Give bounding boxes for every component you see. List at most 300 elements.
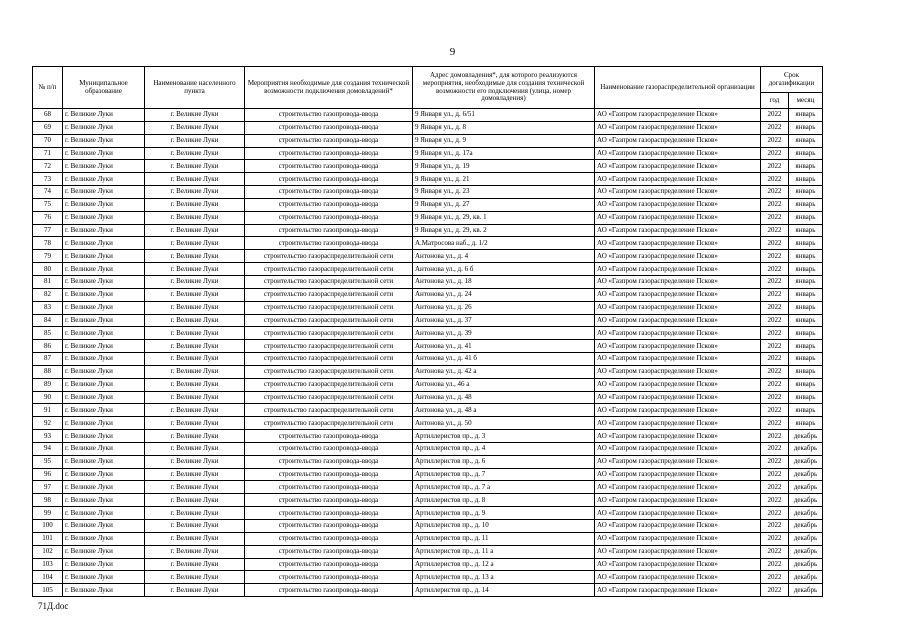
cell-measure: строительство газораспределительной сети — [245, 250, 413, 263]
table-row — [33, 301, 823, 314]
table-row — [33, 455, 823, 468]
cell-month: декабрь — [789, 494, 823, 507]
cell-num: 69 — [33, 121, 63, 134]
table-row — [33, 250, 823, 263]
cell-municipality: г. Великие Луки — [63, 391, 145, 404]
cell-num: 88 — [33, 365, 63, 378]
cell-organization: АО «Газпром газораспределение Псков» — [595, 520, 761, 533]
cell-month: январь — [789, 224, 823, 237]
cell-organization: АО «Газпром газораспределение Псков» — [595, 224, 761, 237]
table-row — [33, 442, 823, 455]
cell-municipality: г. Великие Луки — [63, 584, 145, 597]
cell-measure: строительство газопровода-ввода — [245, 160, 413, 173]
cell-num: 78 — [33, 237, 63, 250]
cell-address: Артиллеристов пр., д. 11 а — [413, 545, 595, 558]
cell-municipality: г. Великие Луки — [63, 211, 145, 224]
cell-year: 2022 — [761, 365, 789, 378]
cell-measure: строительство газораспределительной сети — [245, 314, 413, 327]
cell-measure: строительство газораспределительной сети — [245, 275, 413, 288]
cell-measure: строительство газопровода-ввода — [245, 481, 413, 494]
cell-year: 2022 — [761, 301, 789, 314]
cell-organization: АО «Газпром газораспределение Псков» — [595, 365, 761, 378]
cell-address: Артиллеристов пр., д. 10 — [413, 520, 595, 533]
table-row — [33, 494, 823, 507]
cell-address: 9 Января ул., д. 29, кв. 2 — [413, 224, 595, 237]
cell-municipality: г. Великие Луки — [63, 404, 145, 417]
cell-settlement: г. Великие Луки — [145, 365, 245, 378]
cell-municipality: г. Великие Луки — [63, 507, 145, 520]
cell-measure: строительство газопровода-ввода — [245, 507, 413, 520]
cell-settlement: г. Великие Луки — [145, 378, 245, 391]
cell-municipality: г. Великие Луки — [63, 160, 145, 173]
cell-organization: АО «Газпром газораспределение Псков» — [595, 340, 761, 353]
cell-measure: строительство газораспределительной сети — [245, 365, 413, 378]
cell-address: 9 Января ул., д. 8 — [413, 121, 595, 134]
cell-measure: строительство газопровода-ввода — [245, 545, 413, 558]
header-measures: Мероприятия необходимые для создания технической возможности подключения домовладений* — [245, 67, 413, 109]
cell-num: 94 — [33, 442, 63, 455]
cell-address: Артиллеристов пр., д. 9 — [413, 507, 595, 520]
cell-organization: АО «Газпром газораспределение Псков» — [595, 160, 761, 173]
cell-settlement: г. Великие Луки — [145, 147, 245, 160]
cell-measure: строительство газопровода-ввода — [245, 468, 413, 481]
cell-month: январь — [789, 211, 823, 224]
cell-address: 9 Января ул., д. 29, кв. 1 — [413, 211, 595, 224]
cell-year: 2022 — [761, 558, 789, 571]
cell-address: 9 Января ул., д. 23 — [413, 186, 595, 199]
cell-num: 102 — [33, 545, 63, 558]
cell-municipality: г. Великие Луки — [63, 353, 145, 366]
cell-settlement: г. Великие Луки — [145, 520, 245, 533]
cell-address: Антонова ул., д. 39 — [413, 327, 595, 340]
cell-address: Артиллеристов пр., д. 7 а — [413, 481, 595, 494]
table-row — [33, 468, 823, 481]
cell-address: Антонова ул., д. 4 — [413, 250, 595, 263]
cell-year: 2022 — [761, 237, 789, 250]
table-row — [33, 365, 823, 378]
cell-measure: строительство газопровода-ввода — [245, 134, 413, 147]
footer-filename: 71Д.doc — [38, 601, 69, 611]
cell-organization: АО «Газпром газораспределение Псков» — [595, 263, 761, 276]
header-num: № п/п — [33, 67, 63, 109]
cell-num: 87 — [33, 353, 63, 366]
cell-address: Антонова ул., д. 42 а — [413, 365, 595, 378]
cell-month: январь — [789, 391, 823, 404]
cell-address: Артиллеристов пр., д. 14 — [413, 584, 595, 597]
cell-municipality: г. Великие Луки — [63, 121, 145, 134]
cell-settlement: г. Великие Луки — [145, 224, 245, 237]
cell-num: 86 — [33, 340, 63, 353]
cell-month: январь — [789, 417, 823, 430]
cell-settlement: г. Великие Луки — [145, 211, 245, 224]
cell-organization: АО «Газпром газораспределение Псков» — [595, 109, 761, 122]
cell-measure: строительство газораспределительной сети — [245, 404, 413, 417]
cell-month: январь — [789, 237, 823, 250]
cell-num: 76 — [33, 211, 63, 224]
cell-num: 68 — [33, 109, 63, 122]
cell-num: 96 — [33, 468, 63, 481]
cell-num: 95 — [33, 455, 63, 468]
cell-year: 2022 — [761, 121, 789, 134]
cell-month: январь — [789, 301, 823, 314]
cell-address: Артиллеристов пр., д. 4 — [413, 442, 595, 455]
header-term: Срок догазификации — [761, 67, 823, 93]
cell-num: 98 — [33, 494, 63, 507]
cell-municipality: г. Великие Луки — [63, 558, 145, 571]
cell-organization: АО «Газпром газораспределение Псков» — [595, 121, 761, 134]
cell-year: 2022 — [761, 442, 789, 455]
cell-address: 9 Января ул., д. 27 — [413, 198, 595, 211]
cell-address: 9 Января ул., д. 6/51 — [413, 109, 595, 122]
cell-year: 2022 — [761, 327, 789, 340]
cell-address: Антонова ул., д. 18 — [413, 275, 595, 288]
cell-organization: АО «Газпром газораспределение Псков» — [595, 494, 761, 507]
cell-month: январь — [789, 327, 823, 340]
cell-organization: АО «Газпром газораспределение Псков» — [595, 571, 761, 584]
cell-settlement: г. Великие Луки — [145, 455, 245, 468]
page-number: 9 — [449, 46, 456, 58]
cell-settlement: г. Великие Луки — [145, 340, 245, 353]
cell-address: Антонова ул., 46 а — [413, 378, 595, 391]
cell-organization: АО «Газпром газораспределение Псков» — [595, 186, 761, 199]
cell-organization: АО «Газпром газораспределение Псков» — [595, 532, 761, 545]
cell-year: 2022 — [761, 250, 789, 263]
cell-organization: АО «Газпром газораспределение Псков» — [595, 147, 761, 160]
cell-address: Антонова ул., д. 41 — [413, 340, 595, 353]
cell-year: 2022 — [761, 391, 789, 404]
cell-organization: АО «Газпром газораспределение Псков» — [595, 584, 761, 597]
cell-year: 2022 — [761, 353, 789, 366]
cell-measure: строительство газопровода-ввода — [245, 584, 413, 597]
cell-measure: строительство газопровода-ввода — [245, 442, 413, 455]
cell-measure: строительство газопровода-ввода — [245, 109, 413, 122]
cell-measure: строительство газораспределительной сети — [245, 327, 413, 340]
cell-municipality: г. Великие Луки — [63, 173, 145, 186]
cell-municipality: г. Великие Луки — [63, 263, 145, 276]
cell-settlement: г. Великие Луки — [145, 584, 245, 597]
table-row — [33, 404, 823, 417]
cell-organization: АО «Газпром газораспределение Псков» — [595, 250, 761, 263]
cell-num: 70 — [33, 134, 63, 147]
cell-month: январь — [789, 109, 823, 122]
cell-organization: АО «Газпром газораспределение Псков» — [595, 327, 761, 340]
table-row — [33, 173, 823, 186]
cell-measure: строительство газораспределительной сети — [245, 263, 413, 276]
cell-address: Антонова ул., д. 6 б — [413, 263, 595, 276]
cell-settlement: г. Великие Луки — [145, 263, 245, 276]
cell-municipality: г. Великие Луки — [63, 532, 145, 545]
cell-year: 2022 — [761, 507, 789, 520]
cell-year: 2022 — [761, 288, 789, 301]
cell-num: 89 — [33, 378, 63, 391]
cell-month: январь — [789, 250, 823, 263]
table-body — [33, 109, 823, 597]
cell-num: 84 — [33, 314, 63, 327]
cell-address: Антонова ул., д. 37 — [413, 314, 595, 327]
cell-address: Артиллеристов пр., д. 3 — [413, 430, 595, 443]
cell-year: 2022 — [761, 314, 789, 327]
table-row — [33, 160, 823, 173]
cell-address: 9 Января ул., д. 17а — [413, 147, 595, 160]
cell-municipality: г. Великие Луки — [63, 147, 145, 160]
cell-address: Антонова ул., д. 48 — [413, 391, 595, 404]
cell-num: 97 — [33, 481, 63, 494]
cell-municipality: г. Великие Луки — [63, 288, 145, 301]
cell-year: 2022 — [761, 160, 789, 173]
table-row — [33, 417, 823, 430]
cell-month: декабрь — [789, 442, 823, 455]
cell-measure: строительство газораспределительной сети — [245, 340, 413, 353]
cell-organization: АО «Газпром газораспределение Псков» — [595, 545, 761, 558]
cell-num: 100 — [33, 520, 63, 533]
table-row — [33, 353, 823, 366]
table-row — [33, 134, 823, 147]
cell-address: Артиллеристов пр., д. 11 — [413, 532, 595, 545]
cell-organization: АО «Газпром газораспределение Псков» — [595, 314, 761, 327]
cell-year: 2022 — [761, 494, 789, 507]
cell-month: январь — [789, 186, 823, 199]
cell-municipality: г. Великие Луки — [63, 494, 145, 507]
cell-num: 101 — [33, 532, 63, 545]
cell-settlement: г. Великие Луки — [145, 430, 245, 443]
cell-organization: АО «Газпром газораспределение Псков» — [595, 442, 761, 455]
cell-municipality: г. Великие Луки — [63, 430, 145, 443]
cell-num: 77 — [33, 224, 63, 237]
cell-municipality: г. Великие Луки — [63, 237, 145, 250]
cell-settlement: г. Великие Луки — [145, 494, 245, 507]
cell-year: 2022 — [761, 468, 789, 481]
cell-month: январь — [789, 198, 823, 211]
cell-organization: АО «Газпром газораспределение Псков» — [595, 455, 761, 468]
cell-settlement: г. Великие Луки — [145, 121, 245, 134]
cell-address: Артиллеристов пр., д. 13 а — [413, 571, 595, 584]
cell-month: январь — [789, 275, 823, 288]
cell-address: Антонова ул., д. 48 а — [413, 404, 595, 417]
table-row — [33, 275, 823, 288]
cell-measure: строительство газопровода-ввода — [245, 520, 413, 533]
cell-municipality: г. Великие Луки — [63, 301, 145, 314]
cell-measure: строительство газораспределительной сети — [245, 301, 413, 314]
cell-num: 92 — [33, 417, 63, 430]
cell-year: 2022 — [761, 455, 789, 468]
cell-address: Артиллеристов пр., д. 12 а — [413, 558, 595, 571]
cell-measure: строительство газопровода-ввода — [245, 211, 413, 224]
table-row — [33, 288, 823, 301]
cell-num: 72 — [33, 160, 63, 173]
cell-month: январь — [789, 263, 823, 276]
cell-settlement: г. Великие Луки — [145, 134, 245, 147]
table-row — [33, 391, 823, 404]
cell-organization: АО «Газпром газораспределение Псков» — [595, 468, 761, 481]
cell-month: январь — [789, 340, 823, 353]
cell-month: декабрь — [789, 558, 823, 571]
cell-settlement: г. Великие Луки — [145, 301, 245, 314]
cell-num: 99 — [33, 507, 63, 520]
cell-settlement: г. Великие Луки — [145, 545, 245, 558]
cell-settlement: г. Великие Луки — [145, 288, 245, 301]
cell-settlement: г. Великие Луки — [145, 250, 245, 263]
table-row — [33, 314, 823, 327]
cell-organization: АО «Газпром газораспределение Псков» — [595, 404, 761, 417]
cell-num: 71 — [33, 147, 63, 160]
cell-num: 79 — [33, 250, 63, 263]
cell-municipality: г. Великие Луки — [63, 468, 145, 481]
cell-month: январь — [789, 160, 823, 173]
cell-organization: АО «Газпром газораспределение Псков» — [595, 430, 761, 443]
table-row — [33, 263, 823, 276]
cell-settlement: г. Великие Луки — [145, 417, 245, 430]
cell-month: январь — [789, 404, 823, 417]
table-row — [33, 224, 823, 237]
cell-year: 2022 — [761, 147, 789, 160]
header-settlement: Наименование населенного пункта — [145, 67, 245, 109]
table-row — [33, 109, 823, 122]
cell-month: январь — [789, 314, 823, 327]
cell-month: декабрь — [789, 468, 823, 481]
header-municipality: Муниципальное образование — [63, 67, 145, 109]
cell-measure: строительство газораспределительной сети — [245, 391, 413, 404]
table-row — [33, 211, 823, 224]
cell-municipality: г. Великие Луки — [63, 109, 145, 122]
cell-num: 85 — [33, 327, 63, 340]
table-row — [33, 481, 823, 494]
table-row — [33, 584, 823, 597]
cell-settlement: г. Великие Луки — [145, 468, 245, 481]
cell-address: А.Матросова наб., д. 1/2 — [413, 237, 595, 250]
cell-month: декабрь — [789, 430, 823, 443]
cell-year: 2022 — [761, 186, 789, 199]
cell-organization: АО «Газпром газораспределение Псков» — [595, 237, 761, 250]
cell-address: Артиллеристов пр., д. 7 — [413, 468, 595, 481]
cell-settlement: г. Великие Луки — [145, 558, 245, 571]
cell-measure: строительство газопровода-ввода — [245, 224, 413, 237]
cell-municipality: г. Великие Луки — [63, 378, 145, 391]
cell-year: 2022 — [761, 417, 789, 430]
cell-settlement: г. Великие Луки — [145, 571, 245, 584]
cell-settlement: г. Великие Луки — [145, 109, 245, 122]
cell-address: Артиллеристов пр., д. 6 — [413, 455, 595, 468]
table-row — [33, 198, 823, 211]
cell-year: 2022 — [761, 263, 789, 276]
cell-num: 93 — [33, 430, 63, 443]
cell-municipality: г. Великие Луки — [63, 442, 145, 455]
cell-measure: строительство газопровода-ввода — [245, 494, 413, 507]
table-row — [33, 571, 823, 584]
cell-address: 9 Января ул., д. 9 — [413, 134, 595, 147]
cell-num: 74 — [33, 186, 63, 199]
cell-month: декабрь — [789, 481, 823, 494]
cell-month: январь — [789, 353, 823, 366]
cell-year: 2022 — [761, 109, 789, 122]
cell-year: 2022 — [761, 198, 789, 211]
cell-month: декабрь — [789, 520, 823, 533]
cell-municipality: г. Великие Луки — [63, 198, 145, 211]
table-row — [33, 545, 823, 558]
cell-month: январь — [789, 134, 823, 147]
cell-settlement: г. Великие Луки — [145, 481, 245, 494]
cell-municipality: г. Великие Луки — [63, 571, 145, 584]
cell-settlement: г. Великие Луки — [145, 186, 245, 199]
table-row — [33, 532, 823, 545]
cell-measure: строительство газопровода-ввода — [245, 198, 413, 211]
cell-settlement: г. Великие Луки — [145, 275, 245, 288]
cell-address: Антонова ул., д. 26 — [413, 301, 595, 314]
cell-num: 103 — [33, 558, 63, 571]
table-row — [33, 507, 823, 520]
cell-settlement: г. Великие Луки — [145, 314, 245, 327]
table-row — [33, 121, 823, 134]
cell-year: 2022 — [761, 173, 789, 186]
cell-municipality: г. Великие Луки — [63, 481, 145, 494]
cell-measure: строительство газораспределительной сети — [245, 353, 413, 366]
cell-organization: АО «Газпром газораспределение Псков» — [595, 378, 761, 391]
cell-settlement: г. Великие Луки — [145, 160, 245, 173]
cell-municipality: г. Великие Луки — [63, 224, 145, 237]
table-row — [33, 558, 823, 571]
cell-municipality: г. Великие Луки — [63, 340, 145, 353]
table-row — [33, 378, 823, 391]
table-row — [33, 327, 823, 340]
cell-address: Антонова ул., д. 24 — [413, 288, 595, 301]
cell-measure: строительство газопровода-ввода — [245, 571, 413, 584]
header-organization: Наименование газораспределительной организации — [595, 67, 761, 109]
cell-year: 2022 — [761, 275, 789, 288]
cell-settlement: г. Великие Луки — [145, 237, 245, 250]
cell-organization: АО «Газпром газораспределение Псков» — [595, 134, 761, 147]
cell-year: 2022 — [761, 340, 789, 353]
cell-municipality: г. Великие Луки — [63, 545, 145, 558]
cell-organization: АО «Газпром газораспределение Псков» — [595, 275, 761, 288]
cell-measure: строительство газопровода-ввода — [245, 173, 413, 186]
cell-month: декабрь — [789, 584, 823, 597]
table-row — [33, 186, 823, 199]
cell-num: 91 — [33, 404, 63, 417]
cell-year: 2022 — [761, 571, 789, 584]
cell-year: 2022 — [761, 520, 789, 533]
cell-month: январь — [789, 147, 823, 160]
cell-month: январь — [789, 121, 823, 134]
cell-measure: строительство газопровода-ввода — [245, 430, 413, 443]
table-row — [33, 520, 823, 533]
cell-measure: строительство газораспределительной сети — [245, 378, 413, 391]
cell-num: 105 — [33, 584, 63, 597]
cell-num: 90 — [33, 391, 63, 404]
cell-address: 9 Января ул., д. 21 — [413, 173, 595, 186]
table-row — [33, 237, 823, 250]
cell-measure: строительство газопровода-ввода — [245, 532, 413, 545]
cell-num: 83 — [33, 301, 63, 314]
cell-num: 104 — [33, 571, 63, 584]
cell-organization: АО «Газпром газораспределение Псков» — [595, 353, 761, 366]
cell-month: январь — [789, 288, 823, 301]
cell-year: 2022 — [761, 378, 789, 391]
cell-organization: АО «Газпром газораспределение Псков» — [595, 558, 761, 571]
cell-settlement: г. Великие Луки — [145, 198, 245, 211]
cell-municipality: г. Великие Луки — [63, 365, 145, 378]
header-address: Адрес домовладения*, для которого реализуются мероприятия, необходимые для создания технической возможности его подключения (улица, номер домовладения) — [413, 67, 595, 109]
cell-year: 2022 — [761, 545, 789, 558]
cell-year: 2022 — [761, 134, 789, 147]
cell-organization: АО «Газпром газораспределение Псков» — [595, 198, 761, 211]
cell-measure: строительство газопровода-ввода — [245, 186, 413, 199]
cell-settlement: г. Великие Луки — [145, 404, 245, 417]
cell-num: 82 — [33, 288, 63, 301]
cell-organization: АО «Газпром газораспределение Псков» — [595, 391, 761, 404]
cell-num: 73 — [33, 173, 63, 186]
cell-address: Антонова ул., д. 50 — [413, 417, 595, 430]
cell-month: декабрь — [789, 545, 823, 558]
cell-settlement: г. Великие Луки — [145, 353, 245, 366]
